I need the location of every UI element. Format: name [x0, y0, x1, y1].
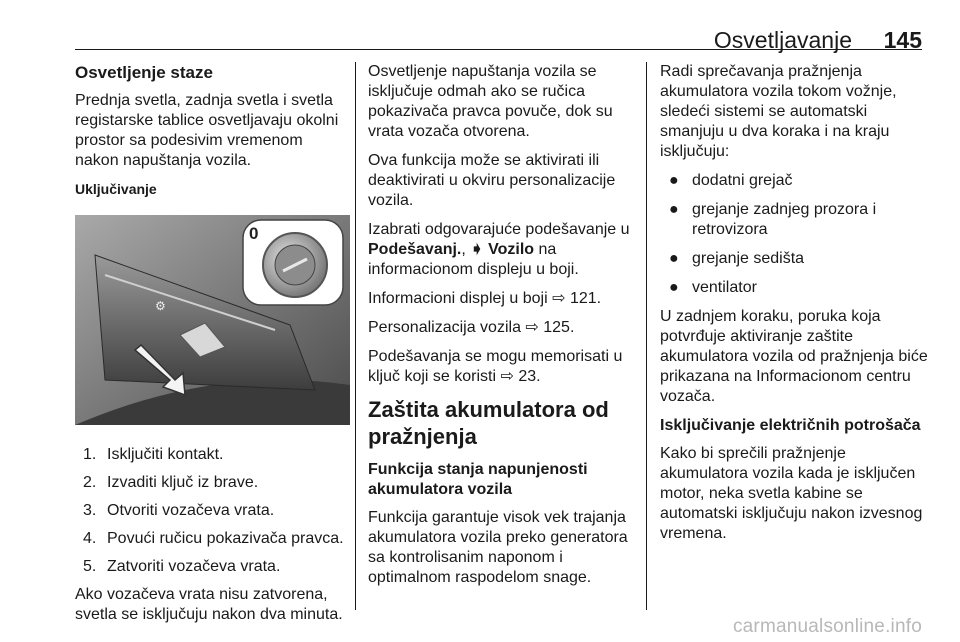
- bullet-icon: ●: [669, 201, 679, 218]
- list-item: ● dodatni grejač: [669, 172, 793, 189]
- menu-arrow-icon: ➧: [470, 241, 484, 258]
- paragraph: Ako vozačeva vrata nisu zatvorena, svetla se isključuju nakon dva minuta.: [75, 586, 343, 623]
- subsection-heading: Funkcija stanja napunjenosti akumulatora vozila: [368, 461, 588, 498]
- paragraph: Ova funkcija može se aktivirati ili deaktivirati u okviru personalizacije vozila.: [368, 152, 616, 209]
- steps-list: [75, 445, 350, 577]
- bullet-list: [660, 171, 932, 298]
- list-item: 1. Isključiti kontakt.: [83, 446, 224, 463]
- column-divider: [646, 62, 647, 610]
- lever-symbol: ⚙: [155, 299, 166, 313]
- header-rule: [75, 49, 922, 50]
- list-item: 4. Povući ručicu pokazivača pravca.: [83, 530, 344, 547]
- paragraph: Osvetljenje napuštanja vozila se isključuje odmah ako se ručica pokazivača pravca povuče, dok su vrata vozača otvorena.: [368, 63, 613, 140]
- column-middle: [368, 62, 638, 597]
- paragraph: Kako bi sprečili pražnjenje akumulatora vozila kada je isključen motor, neka svetla kabine se automatski isključuju nakon izvesnog vremena.: [660, 445, 923, 542]
- section-title: Zaštita akumulatora od pražnjenja: [368, 397, 609, 449]
- list-item: 5. Zatvoriti vozačeva vrata.: [83, 558, 281, 575]
- lever-illustration: [75, 215, 350, 425]
- subsection-heading: Isključivanje električnih potrošača: [660, 417, 921, 434]
- list-item: ● ventilator: [669, 279, 757, 296]
- paragraph: Izabrati odgovarajuće podešavanje u Podešavanj., ➧ Vozilo na informacionom displeju u boji.: [368, 221, 630, 278]
- column-left: [75, 62, 350, 634]
- menu-path: Vozilo: [483, 241, 535, 258]
- page-number: 145: [883, 27, 922, 53]
- section-heading: Osvetljenje staze: [75, 63, 213, 82]
- cross-reference: Informacioni displej u boji ⇨ 121.: [368, 290, 602, 307]
- bullet-icon: ●: [669, 172, 679, 189]
- list-item: ● grejanje zadnjeg prozora i retrovizora: [669, 201, 877, 238]
- menu-path: Podešavanj.: [368, 241, 462, 258]
- header-title: Osvetljavanje: [713, 27, 852, 53]
- bullet-icon: ●: [669, 250, 679, 267]
- paragraph: Prednja svetla, zadnja svetla i svetla registarske tablice osvetljavaju okolni prostor sa podesivim vremenom nakon napuštanja vozila.: [75, 92, 339, 169]
- column-divider: [355, 62, 356, 610]
- paragraph: U zadnjem koraku, poruka koja potvrđuje aktiviranje zaštite akumulatora vozila od pražnjenja biće prikazana na Informacionom centru vozača.: [660, 308, 928, 405]
- paragraph: Radi sprečavanja pražnjenja akumulatora vozila tokom vožnje, sledeći sistemi se automatski smanjuju u dva koraka i na kraju isključuju:: [660, 63, 897, 160]
- list-item: 3. Otvoriti vozačeva vrata.: [83, 502, 275, 519]
- footer-watermark: carmanualsonline.info: [732, 616, 922, 637]
- image-label: 0: [249, 224, 259, 243]
- bullet-icon: ●: [669, 279, 679, 296]
- list-item: 2. Izvaditi ključ iz brave.: [83, 474, 259, 491]
- subheading: Uključivanje: [75, 181, 157, 197]
- cross-reference: Personalizacija vozila ⇨ 125.: [368, 319, 575, 336]
- paragraph: Podešavanja se mogu memorisati u ključ koji se koristi ⇨ 23.: [368, 348, 623, 385]
- column-right: [660, 62, 932, 553]
- paragraph: Funkcija garantuje visok vek trajanja akumulatora vozila preko generatora sa kontrolisanim naponom i optimalnom raspodelom snage.: [368, 509, 628, 586]
- list-item: ● grejanje sedišta: [669, 250, 805, 267]
